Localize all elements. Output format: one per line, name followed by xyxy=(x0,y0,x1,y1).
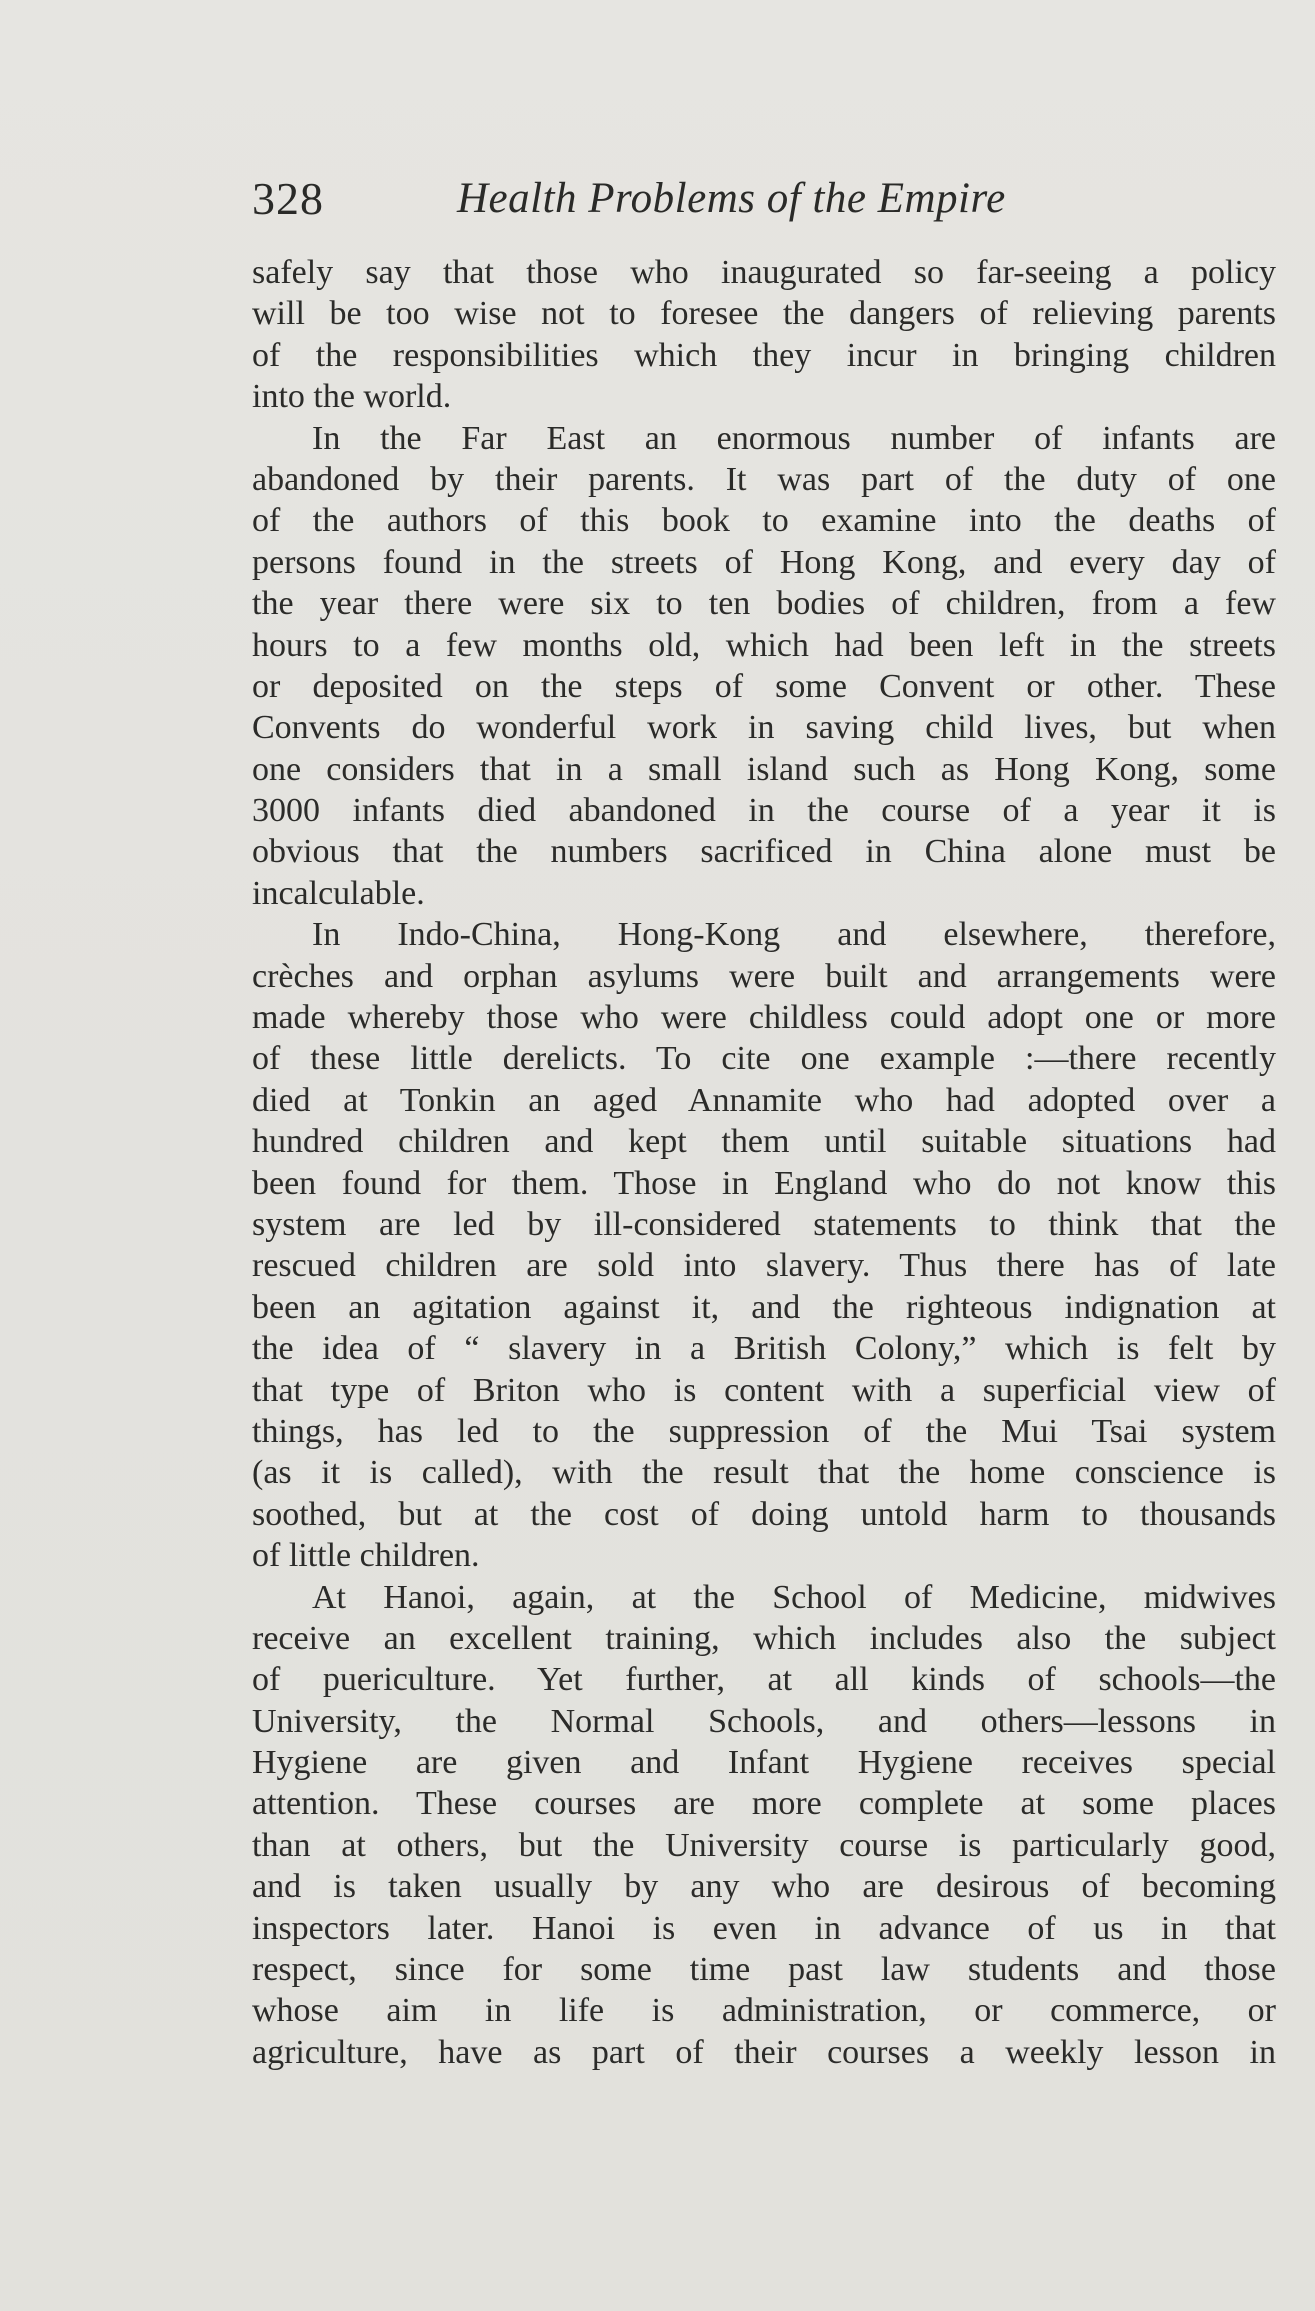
text-line: been found for them. Those in England who do not know this xyxy=(252,1164,1276,1202)
text-line: died at Tonkin an aged Annamite who had adopted over a xyxy=(252,1081,1276,1119)
text-line: into the world. xyxy=(252,378,452,416)
text-line: abandoned by their parents. It was part of the duty of one xyxy=(252,460,1276,498)
text-line: respect, since for some time past law students and those xyxy=(252,1951,1276,1989)
text-line: that type of Briton who is content with a superficial view of xyxy=(252,1371,1276,1409)
text-line: of the authors of this book to examine into the deaths of xyxy=(252,502,1276,540)
text-line: receive an excellent training, which includes also the subject xyxy=(252,1619,1276,1657)
text-line: hundred children and kept them until suitable situations had xyxy=(252,1123,1276,1161)
text-line: In Indo-China, Hong-Kong and elsewhere, therefore, xyxy=(312,916,1276,954)
text-line: agriculture, have as part of their courses a weekly lesson in xyxy=(252,2033,1276,2071)
text-line: made whereby those who were childless could adopt one or more xyxy=(252,999,1276,1037)
body-text xyxy=(252,252,1276,2073)
text-line: things, has led to the suppression of the Mui Tsai system xyxy=(252,1412,1276,1450)
text-line: soothed, but at the cost of doing untold harm to thousands xyxy=(252,1495,1276,1533)
text-line: Convents do wonderful work in saving child lives, but when xyxy=(252,709,1276,747)
text-line: the idea of “ slavery in a British Colony,” which is felt by xyxy=(252,1330,1276,1368)
page-number: 328 xyxy=(252,173,324,224)
text-line: persons found in the streets of Hong Kong, and every day of xyxy=(252,543,1276,581)
text-line: of these little derelicts. To cite one example :—there recently xyxy=(252,1040,1276,1078)
paragraph xyxy=(252,1577,1276,2074)
text-line: one considers that in a small island such as Hong Kong, some xyxy=(252,750,1276,788)
text-line: (as it is called), with the result that the home conscience is xyxy=(252,1454,1276,1492)
text-line: and is taken usually by any who are desirous of becoming xyxy=(252,1868,1276,1906)
text-line: the year there were six to ten bodies of children, from a few xyxy=(252,585,1276,623)
text-line: In the Far East an enormous number of infants are xyxy=(312,419,1276,457)
text-line: crèches and orphan asylums were built and arrangements were xyxy=(252,957,1276,995)
text-line: of little children. xyxy=(252,1537,480,1575)
page-header xyxy=(252,172,1092,232)
text-line: whose aim in life is administration, or commerce, or xyxy=(252,1992,1276,2030)
paragraph xyxy=(252,418,1276,915)
text-line: hours to a few months old, which had been left in the streets xyxy=(252,626,1276,664)
text-line: Hygiene are given and Infant Hygiene receives special xyxy=(252,1744,1276,1782)
text-line: than at others, but the University course is particularly good, xyxy=(252,1826,1276,1864)
text-line: incalculable. xyxy=(252,874,425,912)
text-line: been an agitation against it, and the righteous indignation at xyxy=(252,1288,1276,1326)
running-title: Health Problems of the Empire xyxy=(457,175,1006,222)
text-line: or deposited on the steps of some Convent or other. These xyxy=(252,667,1276,705)
text-line: 3000 infants died abandoned in the course of a year it is xyxy=(252,792,1276,830)
paragraph xyxy=(252,914,1276,1576)
text-line: inspectors later. Hanoi is even in advance of us in that xyxy=(252,1909,1276,1947)
text-line: will be too wise not to foresee the dangers of relieving parents xyxy=(252,295,1276,333)
text-line: rescued children are sold into slavery. Thus there has of late xyxy=(252,1247,1276,1285)
text-line: system are led by ill-considered statements to think that the xyxy=(252,1205,1276,1243)
text-line: of puericulture. Yet further, at all kinds of schools—the xyxy=(252,1661,1276,1699)
paragraph xyxy=(252,252,1276,418)
text-line: safely say that those who inaugurated so far-seeing a policy xyxy=(252,254,1276,291)
text-line: attention. These courses are more complete at some places xyxy=(252,1785,1276,1823)
text-line: of the responsibilities which they incur in bringing children xyxy=(252,336,1276,374)
text-line: At Hanoi, again, at the School of Medicine, midwives xyxy=(312,1578,1276,1616)
text-line: obvious that the numbers sacrificed in China alone must be xyxy=(252,833,1276,871)
text-line: University, the Normal Schools, and others—lessons in xyxy=(252,1702,1276,1740)
